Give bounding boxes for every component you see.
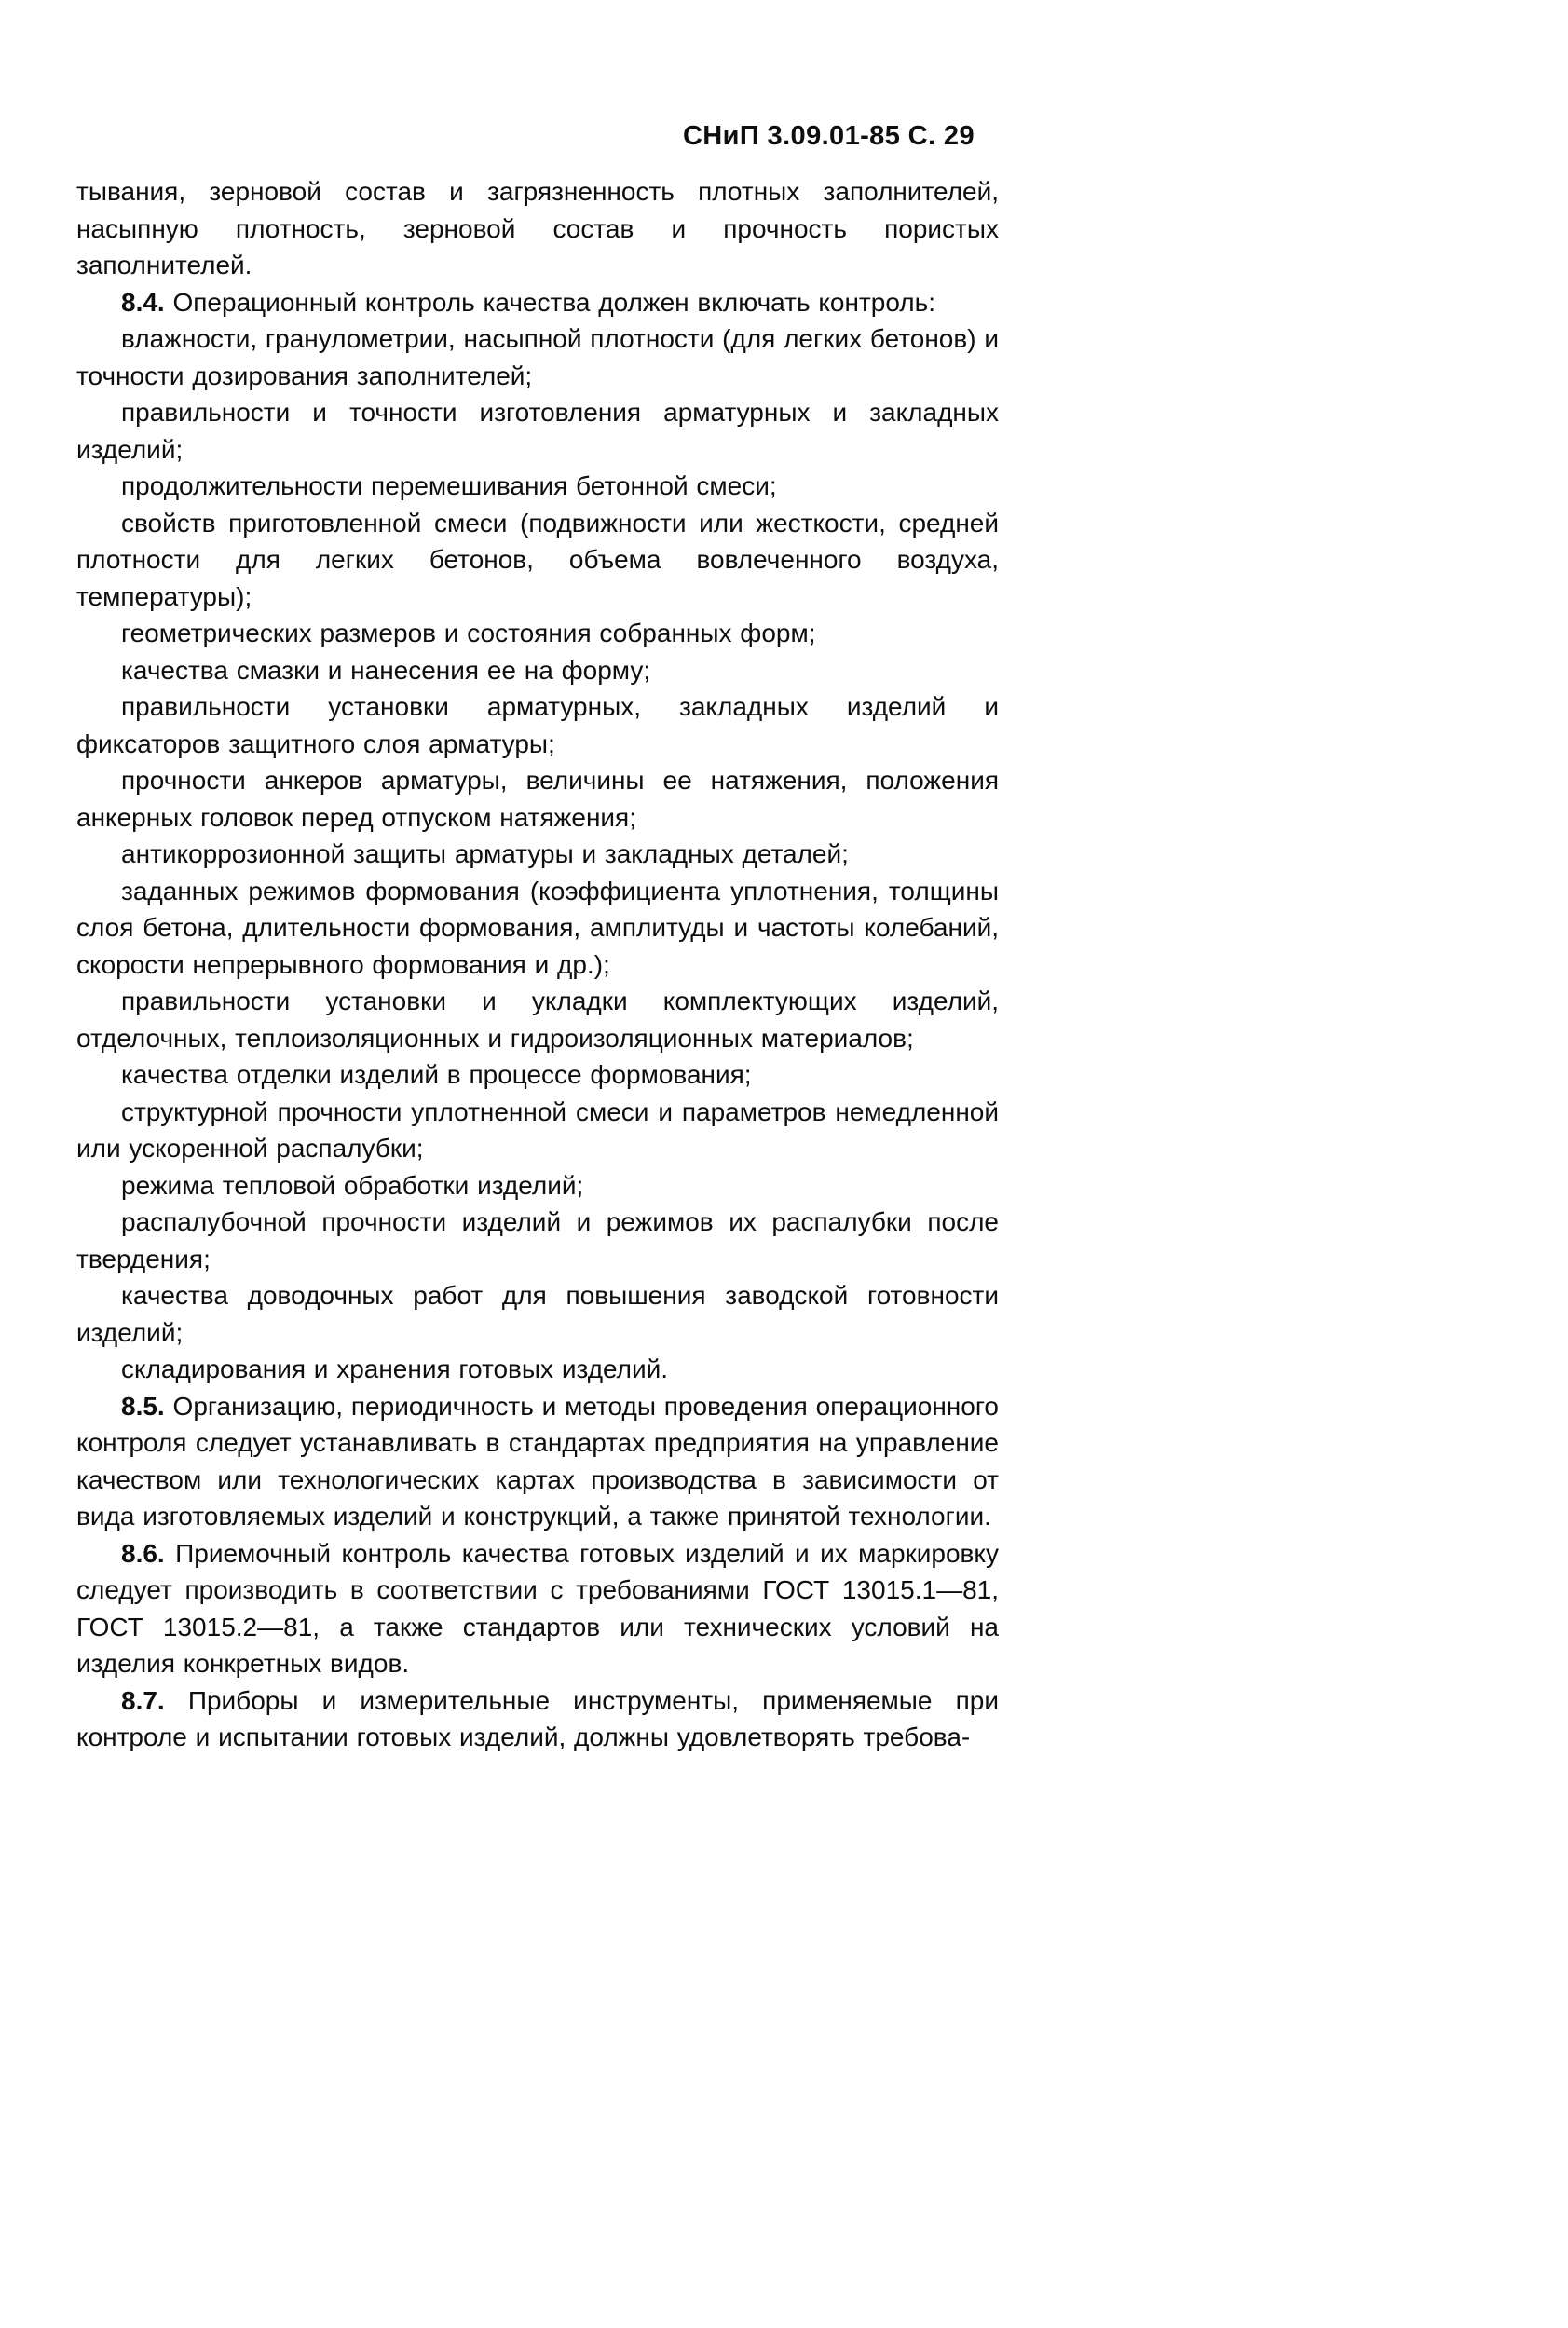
paragraph: [76, 505, 999, 616]
paragraph: [76, 983, 999, 1056]
section-number: 8.7.: [121, 1685, 165, 1715]
paragraph-text: продолжительности перемешивания бетонной смеси;: [121, 471, 777, 500]
paragraph-text: Приемочный контроль качества готовых изделий и их маркировку следует производить в соответствии с требованиями ГОСТ 13015.1—81, ГОСТ 13015.2—81, а также стандартов или технических условий на изделия конкретных видов.: [76, 1538, 999, 1678]
section-number: 8.6.: [121, 1538, 165, 1568]
paragraph: [76, 1094, 999, 1167]
paragraph: [76, 1351, 999, 1388]
paragraph-text: качества отделки изделий в процессе формования;: [121, 1060, 752, 1089]
paragraph: [76, 652, 999, 689]
paragraph-text: режима тепловой обработки изделий;: [121, 1170, 584, 1200]
paragraph: [76, 1682, 999, 1756]
paragraph: [76, 873, 999, 984]
paragraph-text: правильности установки и укладки комплектующих изделий, отделочных, теплоизоляционных и гидроизоляционных материалов;: [76, 987, 999, 1053]
paragraph-text: свойств приготовленной смеси (подвижности или жесткости, средней плотности для легких бетонов, объема вовлеченного воздуха, температуры);: [76, 508, 999, 611]
paragraph: [76, 320, 999, 394]
paragraph: [76, 1535, 999, 1682]
paragraph: [76, 284, 999, 321]
paragraph-text: антикоррозионной защиты арматуры и закладных деталей;: [121, 839, 849, 868]
document-body: [76, 173, 999, 1756]
paragraph-text: заданных режимов формования (коэффициента уплотнения, толщины слоя бетона, длительности формования, амплитуды и частоты колебаний, скорости непрерывного формования и др.);: [76, 876, 999, 979]
paragraph-text: прочности анкеров арматуры, величины ее натяжения, положения анкерных головок перед отпуском натяжения;: [76, 766, 999, 832]
section-number: 8.4.: [121, 287, 165, 317]
paragraph-text: правильности и точности изготовления арматурных и закладных изделий;: [76, 398, 999, 464]
paragraph: [76, 1204, 999, 1277]
paragraph: [76, 615, 999, 652]
paragraph: [76, 468, 999, 505]
paragraph-text: складирования и хранения готовых изделий.: [121, 1355, 669, 1383]
paragraph-text: распалубочной прочности изделий и режимов их распалубки после твердения;: [76, 1207, 999, 1273]
paragraph: [76, 1388, 999, 1535]
paragraph-text: Приборы и измерительные инструменты, применяемые при контроле и испытании готовых изделий, должны удовлетворять требова-: [76, 1685, 999, 1751]
page-header: СНиП 3.09.01-85 С. 29: [682, 121, 975, 151]
section-number: 8.5.: [121, 1391, 165, 1421]
paragraph: [76, 836, 999, 873]
paragraph: [76, 394, 999, 468]
paragraph: [76, 1056, 999, 1094]
paragraph-text: тывания, зерновой состав и загрязненность плотных заполнителей, насыпную плотность, зерновой состав и прочность пористых заполнителей.: [76, 177, 999, 279]
paragraph-text: Операционный контроль качества должен включать контроль:: [172, 287, 935, 317]
paragraph: [76, 1167, 999, 1205]
paragraph-text: качества доводочных работ для повышения заводской готовности изделий;: [76, 1281, 999, 1347]
paragraph-text: структурной прочности уплотненной смеси и параметров немедленной или ускоренной распалубки;: [76, 1096, 999, 1163]
paragraph: [76, 688, 999, 762]
paragraph: [76, 762, 999, 836]
paragraph-text: геометрических размеров и состояния собранных форм;: [121, 619, 816, 647]
paragraph-text: качества смазки и нанесения ее на форму;: [121, 655, 651, 685]
paragraph-text: правильности установки арматурных, закладных изделий и фиксаторов защитного слоя арматуры;: [76, 692, 999, 758]
paragraph: [76, 1277, 999, 1351]
paragraph-text: влажности, гранулометрии, насыпной плотности (для легких бетонов) и точности дозирования заполнителей;: [76, 324, 999, 390]
paragraph: [76, 173, 999, 284]
paragraph-text: Организацию, периодичность и методы проведения операционного контроля следует устанавливать в стандартах предприятия на управление качеством или технологических картах производства в зависимости от вида изготовляемых изделий и конструкций, а также принятой технологии.: [76, 1391, 999, 1531]
